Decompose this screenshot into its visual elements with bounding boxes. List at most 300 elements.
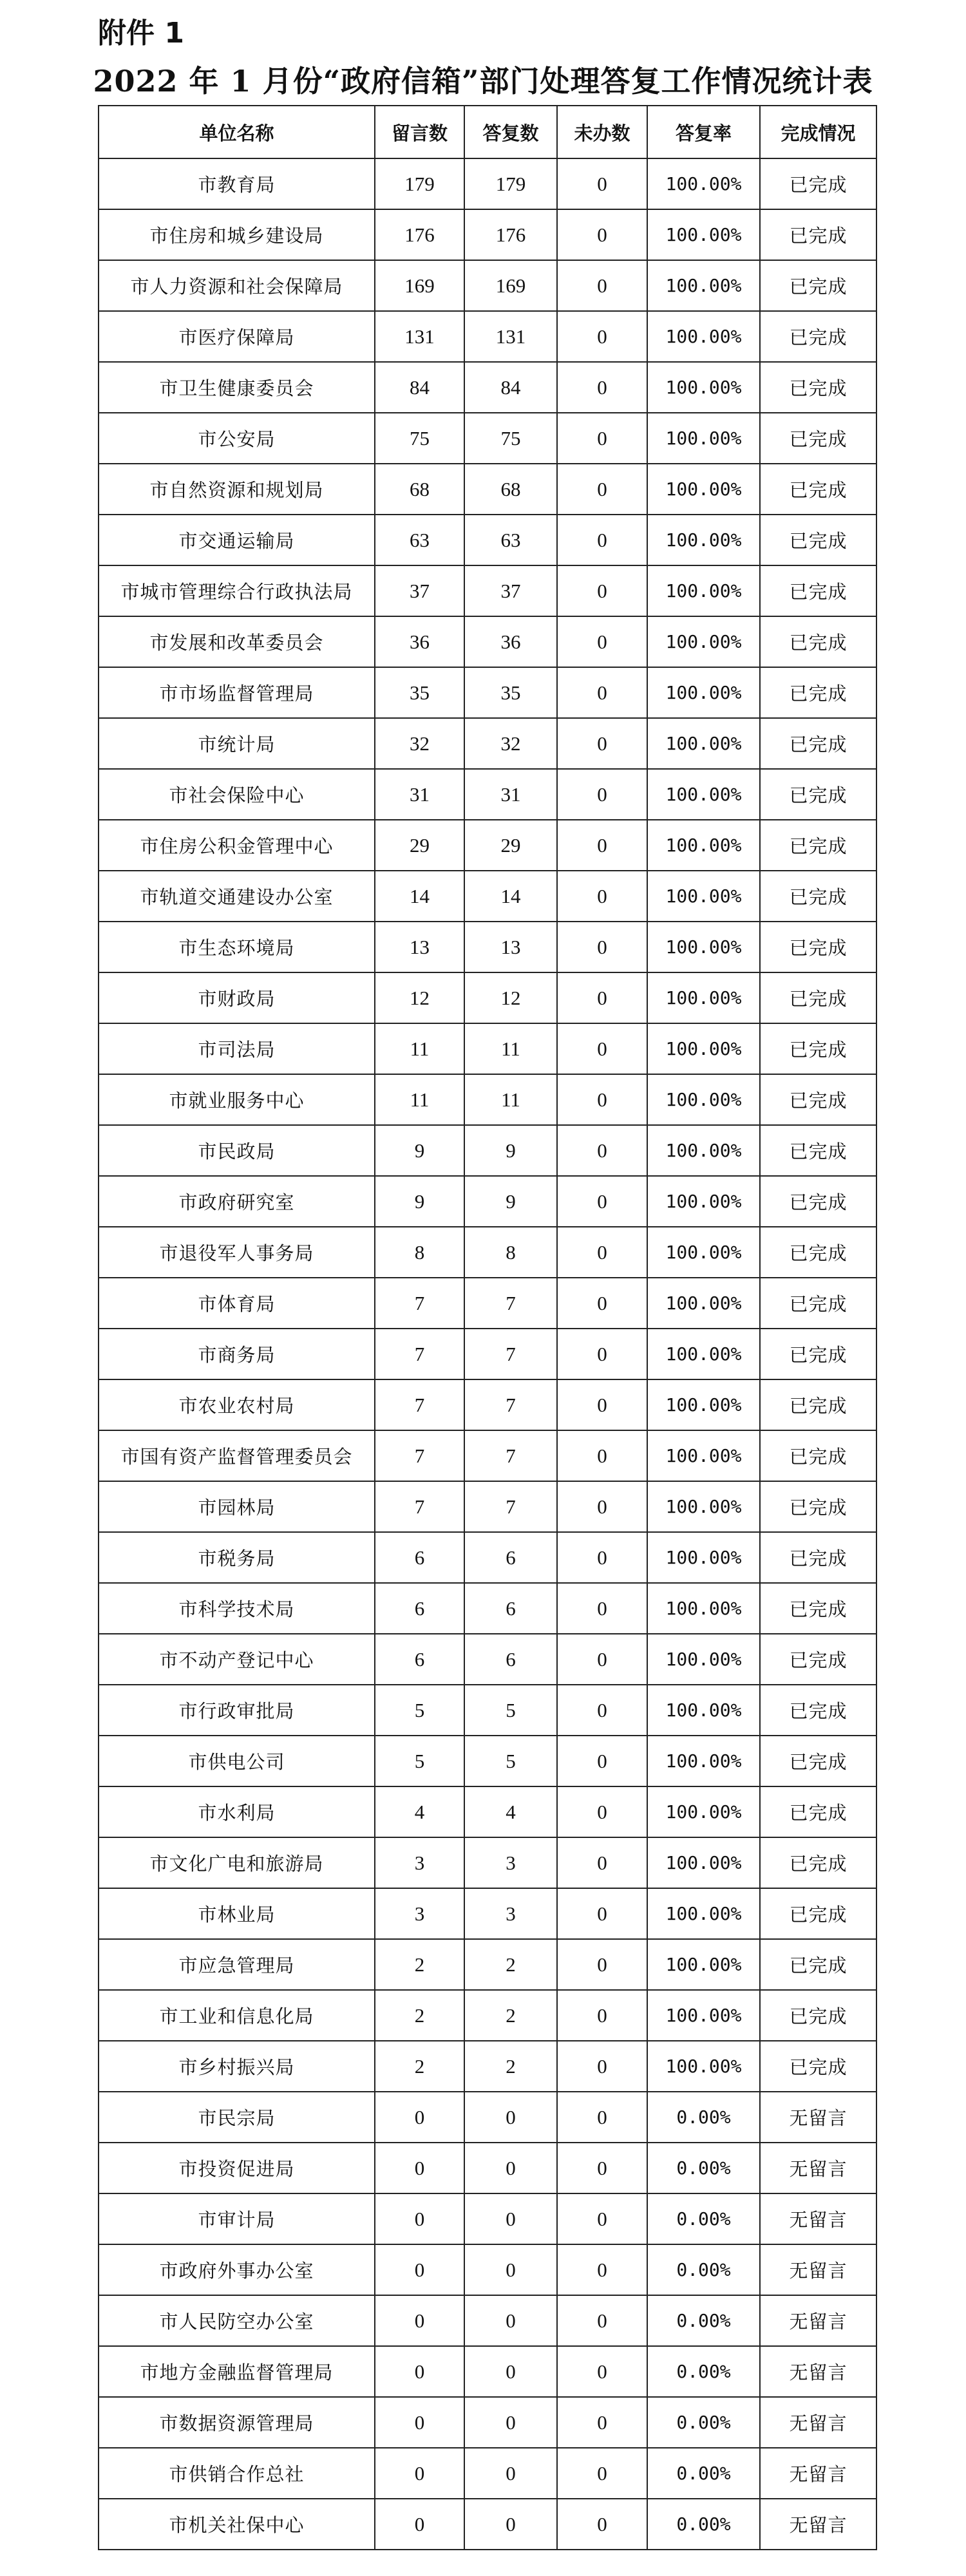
message-count-cell: 6 — [375, 1634, 464, 1685]
reply-count-cell: 131 — [464, 311, 557, 362]
completion-status-cell: 已完成 — [760, 1329, 876, 1379]
header-reply-count: 答复数 — [464, 106, 557, 158]
reply-rate-cell: 100.00% — [647, 1278, 760, 1329]
table-row — [99, 1939, 876, 1990]
completion-status-cell: 无留言 — [760, 2244, 876, 2295]
header-pending-count: 未办数 — [557, 106, 647, 158]
message-count-cell: 84 — [375, 362, 464, 413]
pending-count-cell: 0 — [557, 1176, 647, 1227]
table-row — [99, 413, 876, 464]
completion-status-cell: 无留言 — [760, 2346, 876, 2397]
table-row — [99, 769, 876, 820]
message-count-cell: 37 — [375, 565, 464, 616]
department-name-cell: 市审计局 — [99, 2193, 375, 2244]
reply-rate-cell: 100.00% — [647, 1125, 760, 1176]
reply-count-cell: 29 — [464, 820, 557, 871]
reply-rate-cell: 0.00% — [647, 2346, 760, 2397]
reply-count-cell: 11 — [464, 1074, 557, 1125]
header-reply-rate: 答复率 — [647, 106, 760, 158]
message-count-cell: 36 — [375, 616, 464, 667]
table-row — [99, 1837, 876, 1888]
pending-count-cell: 0 — [557, 565, 647, 616]
statistics-table — [98, 105, 877, 2550]
reply-rate-cell: 100.00% — [647, 1939, 760, 1990]
department-name-cell: 市住房和城乡建设局 — [99, 209, 375, 260]
message-count-cell: 6 — [375, 1532, 464, 1583]
message-count-cell: 7 — [375, 1379, 464, 1430]
message-count-cell: 9 — [375, 1176, 464, 1227]
reply-rate-cell: 100.00% — [647, 209, 760, 260]
reply-rate-cell: 100.00% — [647, 1023, 760, 1074]
table-row — [99, 515, 876, 565]
table-row — [99, 1888, 876, 1939]
table-row — [99, 2448, 876, 2499]
department-name-cell: 市水利局 — [99, 1786, 375, 1837]
pending-count-cell: 0 — [557, 1888, 647, 1939]
reply-count-cell: 36 — [464, 616, 557, 667]
pending-count-cell: 0 — [557, 2041, 647, 2092]
pending-count-cell: 0 — [557, 2448, 647, 2499]
pending-count-cell: 0 — [557, 1227, 647, 1278]
department-name-cell: 市投资促进局 — [99, 2143, 375, 2193]
reply-count-cell: 63 — [464, 515, 557, 565]
message-count-cell: 0 — [375, 2499, 464, 2550]
message-count-cell: 176 — [375, 209, 464, 260]
pending-count-cell: 0 — [557, 1074, 647, 1125]
reply-rate-cell: 100.00% — [647, 1379, 760, 1430]
reply-rate-cell: 100.00% — [647, 158, 760, 209]
reply-rate-cell: 0.00% — [647, 2397, 760, 2448]
table-row — [99, 311, 876, 362]
completion-status-cell: 已完成 — [760, 1481, 876, 1532]
reply-rate-cell: 100.00% — [647, 565, 760, 616]
reply-count-cell: 35 — [464, 667, 557, 718]
message-count-cell: 7 — [375, 1329, 464, 1379]
pending-count-cell: 0 — [557, 1837, 647, 1888]
completion-status-cell: 已完成 — [760, 1227, 876, 1278]
pending-count-cell: 0 — [557, 2143, 647, 2193]
department-name-cell: 市科学技术局 — [99, 1583, 375, 1634]
pending-count-cell: 0 — [557, 871, 647, 922]
department-name-cell: 市住房公积金管理中心 — [99, 820, 375, 871]
department-name-cell: 市人力资源和社会保障局 — [99, 260, 375, 311]
completion-status-cell: 无留言 — [760, 2448, 876, 2499]
reply-count-cell: 7 — [464, 1481, 557, 1532]
reply-rate-cell: 100.00% — [647, 362, 760, 413]
department-name-cell: 市行政审批局 — [99, 1685, 375, 1736]
reply-rate-cell: 100.00% — [647, 1888, 760, 1939]
message-count-cell: 75 — [375, 413, 464, 464]
message-count-cell: 29 — [375, 820, 464, 871]
completion-status-cell: 已完成 — [760, 413, 876, 464]
pending-count-cell: 0 — [557, 922, 647, 972]
table-row — [99, 464, 876, 515]
table-row — [99, 2295, 876, 2346]
department-name-cell: 市地方金融监督管理局 — [99, 2346, 375, 2397]
completion-status-cell: 已完成 — [760, 464, 876, 515]
message-count-cell: 7 — [375, 1430, 464, 1481]
table-row — [99, 1176, 876, 1227]
department-name-cell: 市司法局 — [99, 1023, 375, 1074]
message-count-cell: 131 — [375, 311, 464, 362]
attachment-label: 附件 1 — [98, 17, 184, 50]
pending-count-cell: 0 — [557, 1278, 647, 1329]
completion-status-cell: 已完成 — [760, 667, 876, 718]
reply-rate-cell: 100.00% — [647, 464, 760, 515]
reply-rate-cell: 100.00% — [647, 769, 760, 820]
message-count-cell: 0 — [375, 2143, 464, 2193]
department-name-cell: 市社会保险中心 — [99, 769, 375, 820]
completion-status-cell: 已完成 — [760, 1074, 876, 1125]
reply-rate-cell: 0.00% — [647, 2193, 760, 2244]
reply-rate-cell: 100.00% — [647, 871, 760, 922]
reply-count-cell: 37 — [464, 565, 557, 616]
message-count-cell: 11 — [375, 1074, 464, 1125]
table-row — [99, 1278, 876, 1329]
department-name-cell: 市应急管理局 — [99, 1939, 375, 1990]
pending-count-cell: 0 — [557, 515, 647, 565]
table-row — [99, 1990, 876, 2041]
table-row — [99, 158, 876, 209]
reply-rate-cell: 100.00% — [647, 1685, 760, 1736]
table-row — [99, 1685, 876, 1736]
reply-count-cell: 7 — [464, 1278, 557, 1329]
reply-count-cell: 5 — [464, 1685, 557, 1736]
department-name-cell: 市自然资源和规划局 — [99, 464, 375, 515]
pending-count-cell: 0 — [557, 464, 647, 515]
pending-count-cell: 0 — [557, 1379, 647, 1430]
table-header-row — [99, 106, 876, 158]
completion-status-cell: 已完成 — [760, 565, 876, 616]
completion-status-cell: 已完成 — [760, 1634, 876, 1685]
completion-status-cell: 已完成 — [760, 1430, 876, 1481]
department-name-cell: 市乡村振兴局 — [99, 2041, 375, 2092]
message-count-cell: 0 — [375, 2092, 464, 2143]
reply-count-cell: 6 — [464, 1634, 557, 1685]
table-row — [99, 2244, 876, 2295]
reply-count-cell: 6 — [464, 1583, 557, 1634]
department-name-cell: 市轨道交通建设办公室 — [99, 871, 375, 922]
reply-count-cell: 9 — [464, 1125, 557, 1176]
reply-rate-cell: 100.00% — [647, 1430, 760, 1481]
completion-status-cell: 已完成 — [760, 1888, 876, 1939]
reply-rate-cell: 100.00% — [647, 820, 760, 871]
table-row — [99, 1125, 876, 1176]
pending-count-cell: 0 — [557, 158, 647, 209]
table-row — [99, 2499, 876, 2550]
completion-status-cell: 已完成 — [760, 718, 876, 769]
pending-count-cell: 0 — [557, 769, 647, 820]
department-name-cell: 市机关社保中心 — [99, 2499, 375, 2550]
reply-count-cell: 0 — [464, 2346, 557, 2397]
pending-count-cell: 0 — [557, 1023, 647, 1074]
message-count-cell: 0 — [375, 2193, 464, 2244]
completion-status-cell: 已完成 — [760, 616, 876, 667]
table-row — [99, 972, 876, 1023]
reply-count-cell: 0 — [464, 2448, 557, 2499]
department-name-cell: 市园林局 — [99, 1481, 375, 1532]
page-title: 2022 年 1 月份“政府信箱”部门处理答复工作情况统计表 — [93, 64, 873, 99]
department-name-cell: 市人民防空办公室 — [99, 2295, 375, 2346]
reply-rate-cell: 100.00% — [647, 413, 760, 464]
message-count-cell: 7 — [375, 1481, 464, 1532]
reply-rate-cell: 0.00% — [647, 2295, 760, 2346]
message-count-cell: 6 — [375, 1583, 464, 1634]
department-name-cell: 市文化广电和旅游局 — [99, 1837, 375, 1888]
pending-count-cell: 0 — [557, 2295, 647, 2346]
pending-count-cell: 0 — [557, 1481, 647, 1532]
reply-count-cell: 32 — [464, 718, 557, 769]
completion-status-cell: 已完成 — [760, 922, 876, 972]
reply-rate-cell: 0.00% — [647, 2499, 760, 2550]
department-name-cell: 市财政局 — [99, 972, 375, 1023]
message-count-cell: 2 — [375, 2041, 464, 2092]
reply-rate-cell: 100.00% — [647, 1634, 760, 1685]
department-name-cell: 市生态环境局 — [99, 922, 375, 972]
completion-status-cell: 已完成 — [760, 871, 876, 922]
completion-status-cell: 已完成 — [760, 972, 876, 1023]
pending-count-cell: 0 — [557, 1329, 647, 1379]
pending-count-cell: 0 — [557, 972, 647, 1023]
reply-rate-cell: 100.00% — [647, 667, 760, 718]
department-name-cell: 市交通运输局 — [99, 515, 375, 565]
reply-count-cell: 13 — [464, 922, 557, 972]
message-count-cell: 0 — [375, 2346, 464, 2397]
reply-count-cell: 7 — [464, 1329, 557, 1379]
department-name-cell: 市民宗局 — [99, 2092, 375, 2143]
completion-status-cell: 已完成 — [760, 1583, 876, 1634]
table-row — [99, 1430, 876, 1481]
reply-count-cell: 5 — [464, 1736, 557, 1786]
completion-status-cell: 已完成 — [760, 311, 876, 362]
reply-rate-cell: 100.00% — [647, 260, 760, 311]
completion-status-cell: 已完成 — [760, 1532, 876, 1583]
table-row — [99, 2193, 876, 2244]
message-count-cell: 0 — [375, 2244, 464, 2295]
reply-rate-cell: 100.00% — [647, 1583, 760, 1634]
reply-rate-cell: 100.00% — [647, 718, 760, 769]
reply-count-cell: 11 — [464, 1023, 557, 1074]
table-row — [99, 565, 876, 616]
reply-count-cell: 0 — [464, 2143, 557, 2193]
table-row — [99, 260, 876, 311]
pending-count-cell: 0 — [557, 1634, 647, 1685]
pending-count-cell: 0 — [557, 260, 647, 311]
table-row — [99, 1329, 876, 1379]
department-name-cell: 市卫生健康委员会 — [99, 362, 375, 413]
reply-count-cell: 7 — [464, 1430, 557, 1481]
reply-count-cell: 75 — [464, 413, 557, 464]
department-name-cell: 市就业服务中心 — [99, 1074, 375, 1125]
reply-count-cell: 0 — [464, 2244, 557, 2295]
message-count-cell: 2 — [375, 1990, 464, 2041]
reply-rate-cell: 100.00% — [647, 1532, 760, 1583]
message-count-cell: 32 — [375, 718, 464, 769]
table-row — [99, 2346, 876, 2397]
department-name-cell: 市体育局 — [99, 1278, 375, 1329]
table-row — [99, 1583, 876, 1634]
reply-count-cell: 3 — [464, 1888, 557, 1939]
completion-status-cell: 无留言 — [760, 2397, 876, 2448]
reply-count-cell: 2 — [464, 2041, 557, 2092]
message-count-cell: 68 — [375, 464, 464, 515]
table-body — [99, 158, 876, 2550]
table-row — [99, 1074, 876, 1125]
message-count-cell: 8 — [375, 1227, 464, 1278]
reply-rate-cell: 0.00% — [647, 2092, 760, 2143]
department-name-cell: 市林业局 — [99, 1888, 375, 1939]
table-row — [99, 1023, 876, 1074]
department-name-cell: 市数据资源管理局 — [99, 2397, 375, 2448]
table-row — [99, 209, 876, 260]
reply-count-cell: 2 — [464, 1939, 557, 1990]
pending-count-cell: 0 — [557, 1990, 647, 2041]
message-count-cell: 0 — [375, 2448, 464, 2499]
reply-rate-cell: 100.00% — [647, 1481, 760, 1532]
pending-count-cell: 0 — [557, 2346, 647, 2397]
department-name-cell: 市发展和改革委员会 — [99, 616, 375, 667]
completion-status-cell: 已完成 — [760, 1990, 876, 2041]
pending-count-cell: 0 — [557, 2193, 647, 2244]
completion-status-cell: 无留言 — [760, 2143, 876, 2193]
message-count-cell: 7 — [375, 1278, 464, 1329]
department-name-cell: 市统计局 — [99, 718, 375, 769]
reply-count-cell: 179 — [464, 158, 557, 209]
reply-rate-cell: 100.00% — [647, 922, 760, 972]
message-count-cell: 5 — [375, 1736, 464, 1786]
reply-rate-cell: 100.00% — [647, 1227, 760, 1278]
pending-count-cell: 0 — [557, 616, 647, 667]
reply-count-cell: 2 — [464, 1990, 557, 2041]
table-row — [99, 922, 876, 972]
completion-status-cell: 无留言 — [760, 2193, 876, 2244]
completion-status-cell: 已完成 — [760, 1786, 876, 1837]
completion-status-cell: 无留言 — [760, 2295, 876, 2346]
reply-count-cell: 9 — [464, 1176, 557, 1227]
pending-count-cell: 0 — [557, 413, 647, 464]
table-row — [99, 2397, 876, 2448]
table-row — [99, 820, 876, 871]
table-row — [99, 718, 876, 769]
reply-rate-cell: 100.00% — [647, 1329, 760, 1379]
table-row — [99, 667, 876, 718]
reply-count-cell: 6 — [464, 1532, 557, 1583]
table-row — [99, 362, 876, 413]
table-row — [99, 1634, 876, 1685]
table-row — [99, 1379, 876, 1430]
pending-count-cell: 0 — [557, 1786, 647, 1837]
reply-rate-cell: 100.00% — [647, 2041, 760, 2092]
reply-rate-cell: 0.00% — [647, 2448, 760, 2499]
completion-status-cell: 已完成 — [760, 769, 876, 820]
department-name-cell: 市不动产登记中心 — [99, 1634, 375, 1685]
reply-rate-cell: 100.00% — [647, 311, 760, 362]
header-department: 单位名称 — [99, 106, 375, 158]
message-count-cell: 179 — [375, 158, 464, 209]
reply-rate-cell: 100.00% — [647, 1074, 760, 1125]
reply-count-cell: 12 — [464, 972, 557, 1023]
pending-count-cell: 0 — [557, 2244, 647, 2295]
reply-rate-cell: 100.00% — [647, 1786, 760, 1837]
department-name-cell: 市退役军人事务局 — [99, 1227, 375, 1278]
table-row — [99, 2041, 876, 2092]
reply-count-cell: 0 — [464, 2397, 557, 2448]
table-row — [99, 616, 876, 667]
message-count-cell: 9 — [375, 1125, 464, 1176]
reply-rate-cell: 0.00% — [647, 2244, 760, 2295]
completion-status-cell: 已完成 — [760, 1837, 876, 1888]
reply-count-cell: 31 — [464, 769, 557, 820]
pending-count-cell: 0 — [557, 1583, 647, 1634]
department-name-cell: 市教育局 — [99, 158, 375, 209]
message-count-cell: 3 — [375, 1837, 464, 1888]
message-count-cell: 31 — [375, 769, 464, 820]
reply-count-cell: 84 — [464, 362, 557, 413]
department-name-cell: 市民政局 — [99, 1125, 375, 1176]
completion-status-cell: 已完成 — [760, 1125, 876, 1176]
message-count-cell: 4 — [375, 1786, 464, 1837]
completion-status-cell: 已完成 — [760, 820, 876, 871]
completion-status-cell: 已完成 — [760, 1023, 876, 1074]
completion-status-cell: 已完成 — [760, 1379, 876, 1430]
completion-status-cell: 已完成 — [760, 260, 876, 311]
message-count-cell: 63 — [375, 515, 464, 565]
department-name-cell: 市市场监督管理局 — [99, 667, 375, 718]
message-count-cell: 5 — [375, 1685, 464, 1736]
pending-count-cell: 0 — [557, 1125, 647, 1176]
department-name-cell: 市医疗保障局 — [99, 311, 375, 362]
message-count-cell: 13 — [375, 922, 464, 972]
completion-status-cell: 已完成 — [760, 515, 876, 565]
message-count-cell: 2 — [375, 1939, 464, 1990]
pending-count-cell: 0 — [557, 718, 647, 769]
department-name-cell: 市税务局 — [99, 1532, 375, 1583]
department-name-cell: 市政府研究室 — [99, 1176, 375, 1227]
department-name-cell: 市城市管理综合行政执法局 — [99, 565, 375, 616]
department-name-cell: 市商务局 — [99, 1329, 375, 1379]
pending-count-cell: 0 — [557, 2499, 647, 2550]
completion-status-cell: 已完成 — [760, 1176, 876, 1227]
reply-count-cell: 8 — [464, 1227, 557, 1278]
reply-rate-cell: 100.00% — [647, 1176, 760, 1227]
reply-count-cell: 0 — [464, 2193, 557, 2244]
reply-rate-cell: 0.00% — [647, 2143, 760, 2193]
message-count-cell: 14 — [375, 871, 464, 922]
completion-status-cell: 已完成 — [760, 1939, 876, 1990]
message-count-cell: 12 — [375, 972, 464, 1023]
pending-count-cell: 0 — [557, 1736, 647, 1786]
reply-count-cell: 14 — [464, 871, 557, 922]
message-count-cell: 0 — [375, 2295, 464, 2346]
completion-status-cell: 已完成 — [760, 158, 876, 209]
department-name-cell: 市政府外事办公室 — [99, 2244, 375, 2295]
department-name-cell: 市工业和信息化局 — [99, 1990, 375, 2041]
department-name-cell: 市供电公司 — [99, 1736, 375, 1786]
pending-count-cell: 0 — [557, 362, 647, 413]
table-row — [99, 2092, 876, 2143]
department-name-cell: 市公安局 — [99, 413, 375, 464]
reply-count-cell: 0 — [464, 2092, 557, 2143]
message-count-cell: 11 — [375, 1023, 464, 1074]
header-completion-status: 完成情况 — [760, 106, 876, 158]
department-name-cell: 市国有资产监督管理委员会 — [99, 1430, 375, 1481]
completion-status-cell: 已完成 — [760, 209, 876, 260]
pending-count-cell: 0 — [557, 311, 647, 362]
pending-count-cell: 0 — [557, 667, 647, 718]
department-name-cell: 市农业农村局 — [99, 1379, 375, 1430]
completion-status-cell: 无留言 — [760, 2499, 876, 2550]
completion-status-cell: 已完成 — [760, 1278, 876, 1329]
